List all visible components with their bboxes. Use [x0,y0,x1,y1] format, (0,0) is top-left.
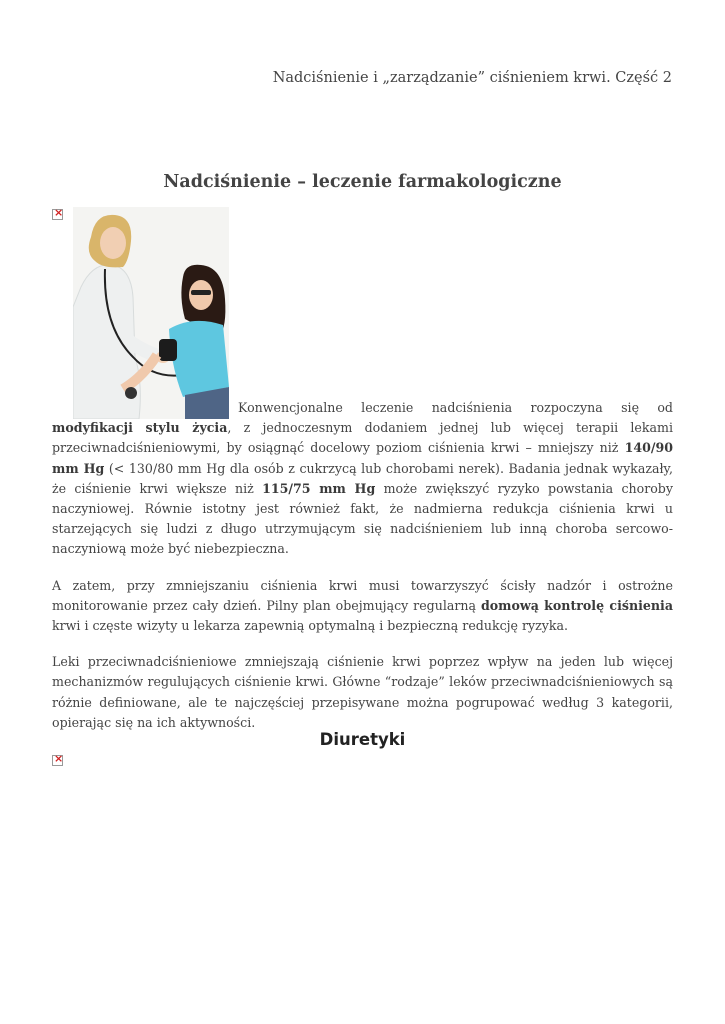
bold-text: 140/90 mm Hg [52,440,673,476]
text-run: , z jednoczesnym dodaniem jednej lub więcej terapii lekami przeciwnadciśnieniowymi, by osiągnąć docelowy poziom ciśnienia krwi – mniejszy niż [52,420,673,456]
text-run: A zatem, przy zmniejszaniu ciśnienia krwi musi towarzyszyć ścisły nadzór i ostrożne monitorowanie przez cały dzień. Pilny plan obejmujący regularną [52,577,673,613]
broken-image-icon [52,755,63,766]
paragraph [52,398,673,560]
text-run: może zwiększyć ryzyko powstania choroby naczyniowej. Równie istotny jest również fakt, że nadmierna redukcja ciśnienia krwi u starzejących się ludzi z długo utrzymującym się nadciśnieniem lub inną choroba sercowo-naczyniową może być niebezpieczna. [52,480,673,557]
bold-text: domową kontrolę ciśnienia [480,597,674,613]
article-body [52,398,673,744]
doctor-patient-photo [73,207,229,419]
bold-text: 115/75 mm Hg [262,480,376,496]
broken-image-icon [52,209,63,220]
section-title: Nadciśnienie – leczenie farmakologiczne [163,172,562,192]
bold-text: modyfikacji stylu życia [52,420,228,436]
paragraph: Leki przeciwnadciśnieniowe zmniejszają ciśnienie krwi poprzez wpływ na jeden lub więcej mechanizmów regulujących ciśnienie krwi. Główne “rodzaje” leków przeciwnadciśnieniowych są różnie definiowane, ale te najczęściej przepisywane można pogrupować według 3 kategorii, opierając się na ich aktywności. [52,654,673,730]
text-run: (< 130/80 mm Hg dla osób z cukrzycą lub chorobami nerek). Badania jednak wykazały, że ciśnienie krwi większe niż [52,460,673,496]
text-run: krwi i częste wizyty u lekarza zapewnią optymalną i bezpieczną redukcję ryzyka. [52,618,569,634]
paragraph [52,576,673,637]
section-title: Diuretyki [319,730,406,749]
document-header: Nadciśnienie i „zarządzanie” ciśnieniem krwi. Część 2 [272,70,672,86]
text-run: Konwencjonalne leczenie nadciśnienia rozpoczyna się od [238,400,673,415]
